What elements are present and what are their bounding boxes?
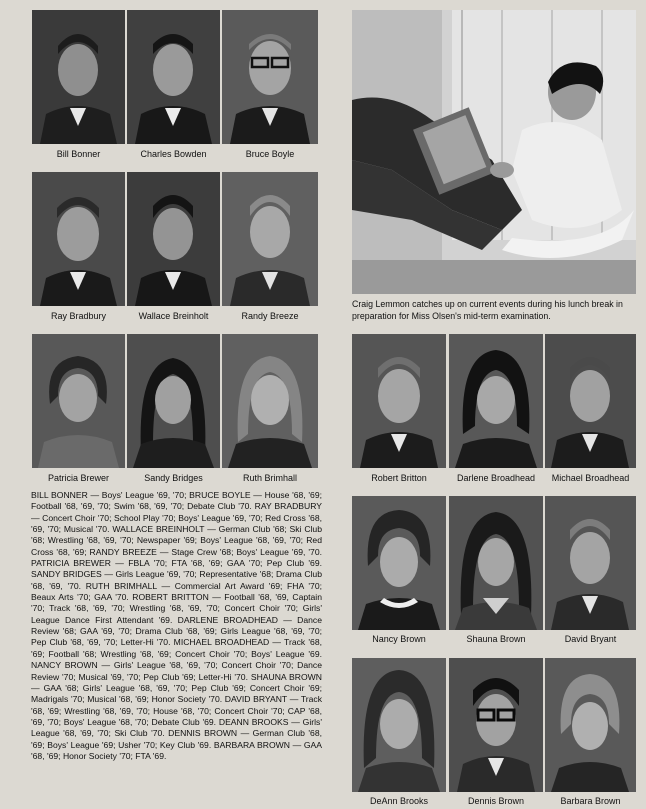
portrait-ray-bradbury (32, 172, 125, 306)
portrait-image (449, 334, 543, 468)
portrait-randy-breeze (222, 172, 318, 306)
portrait-caption: Barbara Brown (560, 796, 621, 806)
portrait-image (352, 658, 446, 792)
portrait-michael-broadhead (545, 334, 636, 468)
portrait-david-bryant (545, 496, 636, 630)
portrait-darlene-broadhead (449, 334, 543, 468)
portrait-image (32, 334, 125, 468)
feature-photo-caption: Craig Lemmon catches up on current events during his lunch break in preparation for Miss Olsen's mid-term examination. (352, 299, 623, 321)
portrait-image (449, 496, 543, 630)
portrait-caption: Wallace Breinholt (138, 311, 209, 321)
portrait-image (545, 334, 636, 468)
portrait-caption: Michael Broadhead (551, 473, 630, 483)
portrait-image (352, 496, 446, 630)
portrait-image (449, 658, 543, 792)
portrait-wallace-breinholt (127, 172, 220, 306)
portrait-sandy-bridges (127, 334, 220, 468)
portrait-caption: Shauna Brown (466, 634, 526, 644)
feature-photo-image (352, 10, 636, 294)
portrait-image (545, 658, 636, 792)
portrait-caption: Randy Breeze (241, 311, 299, 321)
portrait-image (222, 334, 318, 468)
portrait-robert-britton (352, 334, 446, 468)
portrait-caption: DeAnn Brooks (369, 796, 429, 806)
portrait-ruth-brimhall (222, 334, 318, 468)
portrait-image (127, 10, 220, 144)
feature-photo (352, 10, 636, 294)
portrait-deann-brooks (352, 658, 446, 792)
portrait-image (32, 172, 125, 306)
portrait-caption: Patricia Brewer (47, 473, 110, 483)
portrait-bruce-boyle (222, 10, 318, 144)
portrait-caption: Ruth Brimhall (242, 473, 298, 483)
portrait-image (222, 172, 318, 306)
portrait-patricia-brewer (32, 334, 125, 468)
portrait-caption: Charles Bowden (140, 149, 207, 159)
portrait-image (222, 10, 318, 144)
portrait-image (32, 10, 125, 144)
portrait-caption: Darlene Broadhead (456, 473, 536, 483)
portrait-caption: Bruce Boyle (245, 149, 295, 159)
activities-paragraph: BILL BONNER — Boys' League '69, '70; BRUCE BOYLE — House '68, '69; Football '68, '69, '70; Swim '68, '69, '70; Debate Club '70. RAY BRADBURY — Concert Choir '70; School Play '70; Boys' League '69, '70; Red Cross '68, '69, '70; Musical '70. WALLACE BREINHOLT — German Club '68; Ski Club '68; Wrestling '68, '69, '70; Newspaper '69; Boys' League '68, '69, '70; Red Cross '68, '69; RANDY BREEZE — Stage Crew '68; Boys' League '69, '70. PATRICIA BREWER — FBLA '70; FTA '68, '69; GAA '70; Pep Club '69. SANDY BRIDGES — Girls League '69, '70; Representative '68; Drama Club '68, '69, '70. RUTH BRIMHALL — Commercial Art Award '69; FHA '70; Beaux Arts '70; GAA '70. ROBERT BRITTON — Football '68, '69, Captain '70; Track '68, '69, '70; Wrestling '68, '69, '70; Concert Choir '70; Girls' League Dance First Attendant '69. DARLENE BROADHEAD — Dance Review '68; GAA '69, '70; Drama Club '68, '69; Girls League '68, '69, '70; Pep Club '68, '69, '70; Letter-Hi '70. MICHAEL BROADHEAD — Track '68, '69; Football '68; Wrestling '68, '69; Concert Choir '70; Boys' League '69. NANCY BROWN — Girls' League '68, '69, '70; Concert Choir '70; Dance Review '70; Musical '69, '70; Pep Club '69; Letter-Hi '70. SHAUNA BROWN — GAA '68; Girls' League '68, '69, '70; Pep Club '69; Concert Choir '69; Madrigals '70; Musical '68, '69; Honor Society '70. DAVID BRYANT — Track '68, '69; Wrestling '68, '69, '70; House '68, '70; Concert Choir '70; CAP '68, '69, '70; Boys' League '68, '70; Debate Club '69. DEANN BROOKS — Girls' League '68, '69, '70; Ski Club '70. DENNIS BROWN — German Club '68, '69; Boys' League '69; Usher '70; Key Club '69. BARBARA BROWN — GAA '68, '69; Honor Society '70; FTA '69. (31, 490, 322, 761)
portrait-caption: Ray Bradbury (50, 311, 107, 321)
portrait-charles-bowden (127, 10, 220, 144)
portrait-caption: Robert Britton (371, 473, 427, 483)
portrait-image (127, 172, 220, 306)
portrait-shauna-brown (449, 496, 543, 630)
portrait-image (127, 334, 220, 468)
portrait-caption: David Bryant (564, 634, 617, 644)
portrait-dennis-brown (449, 658, 543, 792)
portrait-nancy-brown (352, 496, 446, 630)
portrait-image (545, 496, 636, 630)
portrait-caption: Nancy Brown (372, 634, 426, 644)
portrait-caption: Sandy Bridges (144, 473, 203, 483)
portrait-bill-bonner (32, 10, 125, 144)
portrait-barbara-brown (545, 658, 636, 792)
activities-text (31, 490, 322, 762)
portrait-caption: Dennis Brown (467, 796, 525, 806)
portrait-caption: Bill Bonner (56, 149, 101, 159)
portrait-image (352, 334, 446, 468)
